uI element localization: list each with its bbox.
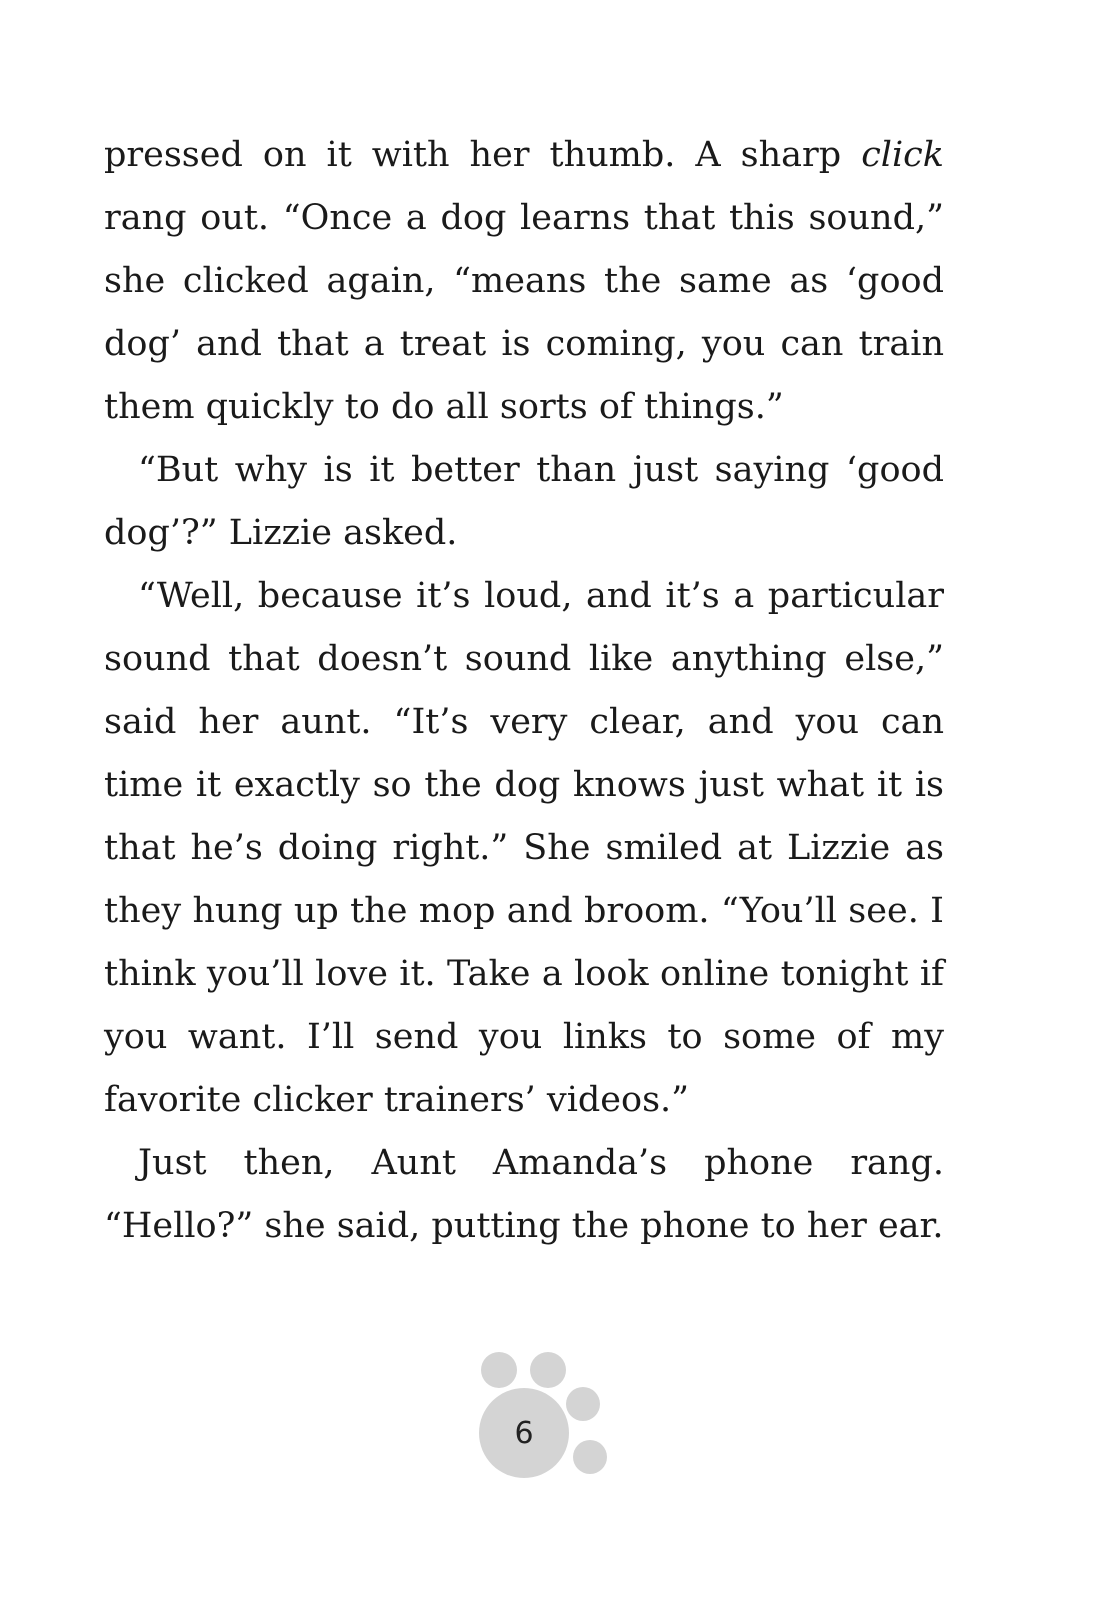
paragraph-4: Just then, Aunt Amanda’s phone rang. “Hello?” she said, putting the phone to her ear. xyxy=(104,1143,944,1246)
paw-toe-1 xyxy=(481,1352,517,1388)
paragraph-1-text-start: pressed on it with her thumb. A sharp xyxy=(104,135,862,175)
paw-print-icon xyxy=(470,1350,620,1490)
paw-toe-4 xyxy=(573,1440,607,1474)
paw-toe-3 xyxy=(566,1387,600,1421)
paragraph-3: “Well, because it’s loud, and it’s a particular sound that doesn’t sound like anything else,” said her aunt. “It’s very clear, and you can time it exactly so the dog knows just what it is that he’s doing right.” She smiled at Lizzie as they hung up the mop and broom. “You’ll see. I think you’ll love it. Take a look online tonight if you want. I’ll send you links to some of my favorite clicker trainers’ videos.” xyxy=(104,576,944,1120)
paw-toe-2 xyxy=(530,1352,566,1388)
page-footer xyxy=(470,1350,620,1490)
page-number: 6 xyxy=(514,1416,534,1451)
body-text xyxy=(104,124,944,1258)
emphasized-word: click xyxy=(861,135,944,175)
paragraph-1-text-end: rang out. “Once a dog learns that this sound,” she clicked again, “means the same as ‘good dog’ and that a treat is coming, you can train them quickly to do all sorts of things.” xyxy=(104,198,944,427)
paragraph-1 xyxy=(104,124,944,439)
paragraph-2: “But why is it better than just saying ‘good dog’?” Lizzie asked. xyxy=(104,450,944,553)
